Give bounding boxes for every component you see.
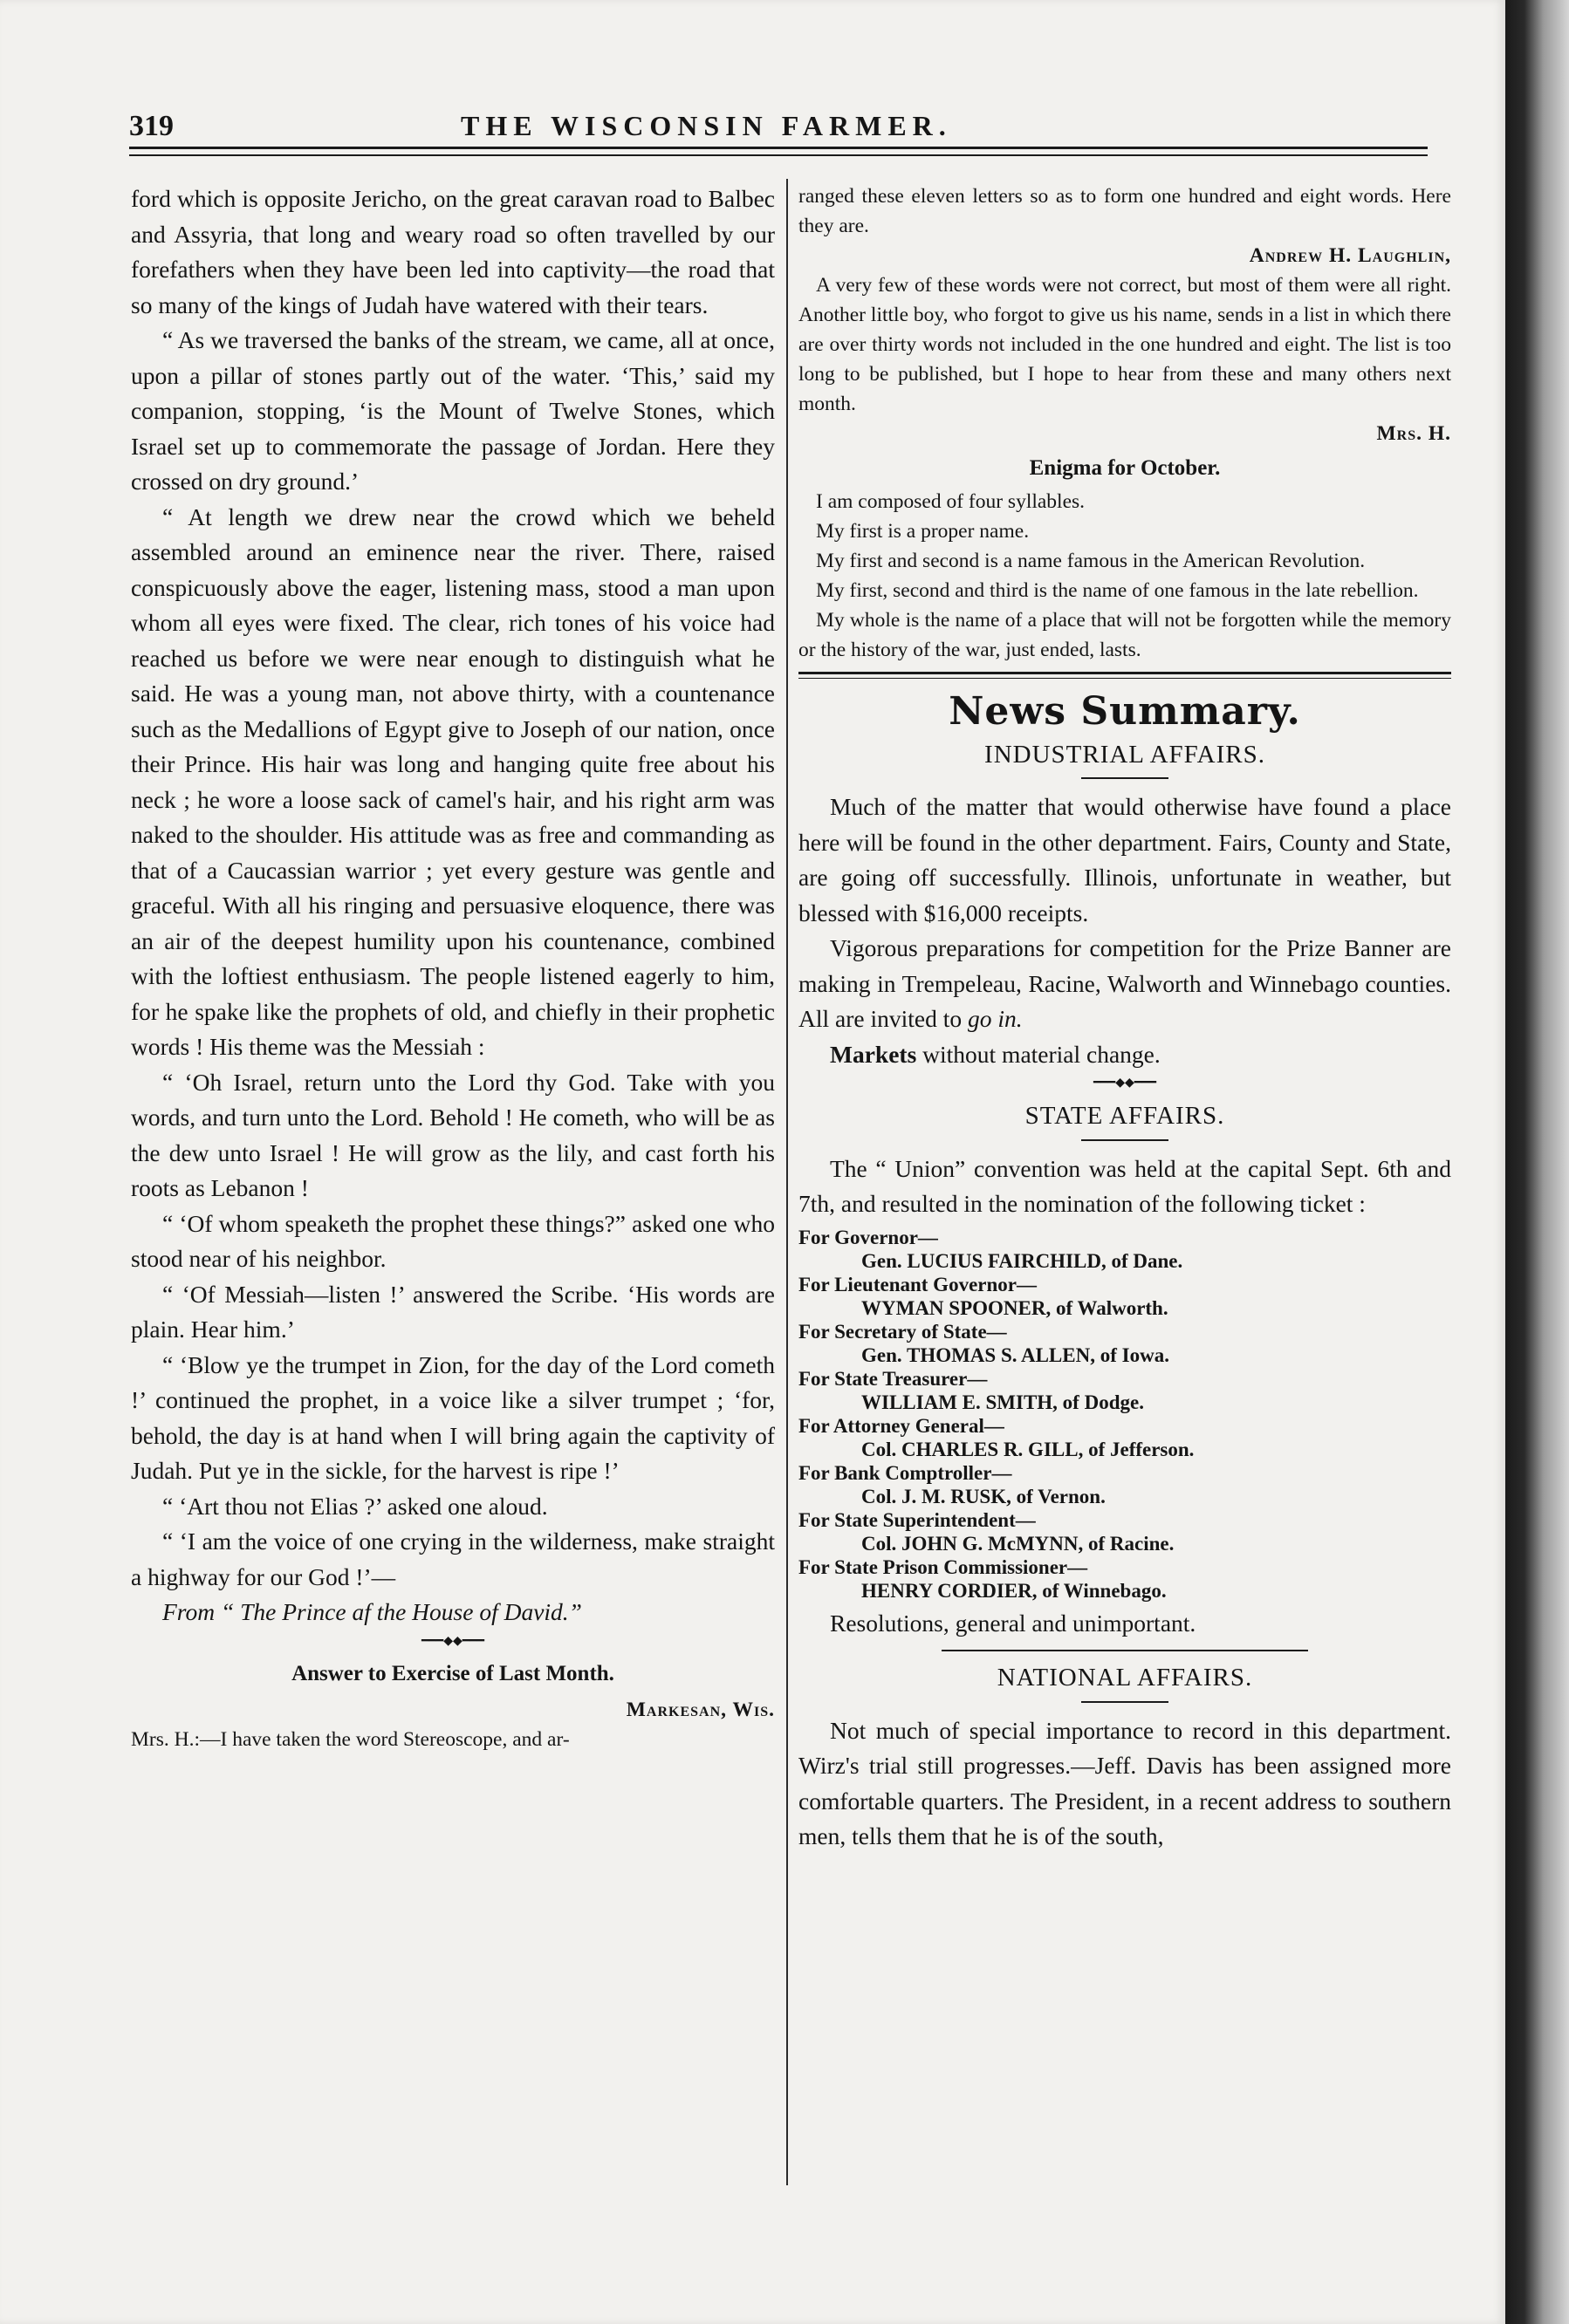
page-edge-shadow xyxy=(1505,0,1569,2324)
article-paragraph: “ ‘Oh Israel, return unto the Lord thy God. Take with you words, and turn unto the Lord. Behold ! He cometh, who will be as the dew unto Israel ! He will grow as the lily, and cast forth his roots as Lebanon ! xyxy=(131,1068,775,1201)
article-paragraph: “ ‘Of Messiah—listen !’ answered the Scribe. ‘His words are plain. Hear him.’ xyxy=(131,1280,775,1343)
ticket-nominee: Col. J. M. RUSK, of Vernon. xyxy=(861,1485,1106,1507)
answer-text: Mrs. H.:—I have taken the word Stereoscope, and ar- xyxy=(131,1728,570,1751)
markets-text: without material change. xyxy=(922,1040,1161,1068)
section-ornament: ━━━◆◆━━━ xyxy=(421,1634,485,1648)
article-paragraph: “ ‘Blow ye the trumpet in Zion, for the day of the Lord cometh !’ continued the prophet, in a voice like a silver trumpet ; ‘for, behold, the day is at hand when I will bring again the captivity of Judah. Put ye in the sickle, for the harvest is ripe !’ xyxy=(131,1350,775,1484)
heading-rule xyxy=(1081,1139,1168,1141)
ticket-nominee: Gen. THOMAS S. ALLEN, of Iowa. xyxy=(861,1343,1169,1366)
answer-place: Markesan, Wis. xyxy=(626,1699,775,1721)
heading-rule xyxy=(1081,777,1168,779)
page-number: 319 xyxy=(129,110,174,142)
column-divider xyxy=(786,179,788,2185)
markets-line xyxy=(798,1037,1451,1073)
ticket-office: For State Superintendent— xyxy=(798,1508,1036,1531)
news-summary-title: News Summary. xyxy=(949,689,1301,734)
heading-rule xyxy=(1081,1701,1168,1703)
article-paragraph: ford which is opposite Jericho, on the great caravan road to Balbec and Assyria, that long and weary road so often travelled by our forefathers when they have been led into captivity—the road that so many of the kings of Judah have watered with their tears. xyxy=(131,185,775,318)
answer-continued: ranged these eleven letters so as to form one hundred and eight words. Here they are. xyxy=(798,185,1451,237)
go-in-text: go in. xyxy=(967,1005,1023,1032)
industrial-paragraph xyxy=(798,931,1451,1037)
industrial-paragraph-text: Vigorous preparations for competition for the Prize Banner are making in Trempeleau, Racine, Walworth and Winnebago counties. All are invited to xyxy=(798,934,1451,1032)
ticket-office: For Lieutenant Governor— xyxy=(798,1273,1037,1295)
ticket-nominee: HENRY CORDIER, of Winnebago. xyxy=(861,1579,1167,1602)
editor-note: A very few of these words were not correct, but most of them were all right. Another little boy, who forgot to give us his name, sends in a list in which there are over thirty words not included in the one hundred and eight. The list is too long to be published, but I hope to hear from these and many others next month. xyxy=(798,274,1451,415)
industrial-heading: INDUSTRIAL AFFAIRS. xyxy=(984,740,1265,769)
article-citation xyxy=(131,1595,775,1630)
ticket-office: For Bank Comptroller— xyxy=(798,1461,1012,1484)
article-paragraph: “ ‘Of whom speaketh the prophet these things?” asked one who stood near of his neighbor. xyxy=(131,1209,775,1272)
enigma-line: My first and second is a name famous in the American Revolution. xyxy=(816,550,1366,572)
section-rule xyxy=(942,1650,1308,1651)
note-signature: Mrs. H. xyxy=(1376,422,1451,445)
enigma-line: My first, second and third is the name of one famous in the late rebellion. xyxy=(816,579,1419,602)
citation-prefix: From xyxy=(162,1598,216,1625)
article-paragraph: “ ‘I am the voice of one crying in the wilderness, make straight a highway for our God !’— xyxy=(131,1528,775,1590)
ticket-office: For Attorney General— xyxy=(798,1414,1004,1437)
national-heading: NATIONAL AFFAIRS. xyxy=(997,1664,1253,1692)
ticket-office: For State Prison Commissioner— xyxy=(798,1555,1088,1578)
state-heading: STATE AFFAIRS. xyxy=(1024,1102,1225,1130)
ticket-nominee: WYMAN SPOONER, of Walworth. xyxy=(861,1296,1168,1319)
article-paragraph: “ At length we drew near the crowd which we beheld assembled around an eminence near the river. There, raised conspicuously above the eager, listening mass, stood a man upon whom all eyes were fixed. The clear, rich tones of his voice had reached us before we were near enough to distinguish what he said. He was a young man, not above thirty, with a countenance such as the Medallions of Egypt give to Joseph of our nation, once their Prince. His hair was long and hanging quite free about his neck ; he wore a loose sack of camel's hair, and his right arm was naked to the shoulder. His attitude was as free and commanding as that of a Caucassian warrior ; yet every gesture was gentle and graceful. With all his ringing and persuasive eloquence, there was an air of the deepest humility upon his countenance, combined with the loftiest enthusiasm. The people listened eagerly to him, for he spake like the prophets of old, and chiefly in their prophetic words ! His theme was the Messiah : xyxy=(131,502,775,1060)
section-double-rule xyxy=(798,672,1451,679)
header-rule-top xyxy=(129,147,1428,149)
enigma-line: I am composed of four syllables. xyxy=(816,490,1086,513)
right-column xyxy=(798,181,1451,1855)
ticket-nominee: Gen. LUCIUS FAIRCHILD, of Dane. xyxy=(861,1249,1183,1272)
markets-label: Markets xyxy=(830,1040,917,1068)
ticket-office: For State Treasurer— xyxy=(798,1367,988,1390)
enigma-line: My first is a proper name. xyxy=(816,520,1030,543)
article-paragraph: “ As we traversed the banks of the stream, we came, all at once, upon a pillar of stones partly out of the water. ‘This,’ said my companion, stopping, ‘is the Mount of Twelve Stones, which Israel set up to commemorate the passage of Jordan. Here they crossed on dry ground.’ xyxy=(131,326,775,495)
masthead-title: THE WISCONSIN FARMER. xyxy=(461,110,952,141)
ticket-office: For Secretary of State— xyxy=(798,1320,1007,1343)
resolutions-line: Resolutions, general and unimportant. xyxy=(830,1609,1196,1637)
state-intro: The “ Union” convention was held at the capital Sept. 6th and 7th, and resulted in the nomination of the following ticket : xyxy=(798,1154,1451,1217)
answer-signature: Andrew H. Laughlin, xyxy=(1249,244,1451,267)
ticket-nominee: WILLIAM E. SMITH, of Dodge. xyxy=(861,1391,1144,1413)
enigma-line: My whole is the name of a place that will not be forgotten while the memory or the history of the war, just ended, lasts. xyxy=(798,609,1451,661)
citation-title: “ The Prince af the House of David.” xyxy=(220,1598,582,1625)
ticket-list xyxy=(798,1226,1451,1603)
enigma-heading: Enigma for October. xyxy=(1029,456,1221,480)
industrial-paragraph: Much of the matter that would otherwise have found a place here will be found in the other department. Fairs, County and State, are going off successfully. Illinois, unfortunate in weather, but blessed with $16,000 receipts. xyxy=(798,793,1451,926)
article-paragraph: “ ‘Art thou not Elias ?’ asked one aloud. xyxy=(162,1492,548,1520)
left-column xyxy=(131,181,775,1754)
header-rule-bottom xyxy=(129,154,1428,156)
answer-heading: Answer to Exercise of Last Month. xyxy=(291,1661,614,1685)
ticket-office: For Governor— xyxy=(798,1226,938,1248)
section-ornament: ━━━◆◆━━━ xyxy=(1093,1077,1157,1090)
national-paragraph: Not much of special importance to record in this department. Wirz's trial still progresses.—Jeff. Davis has been assigned more comfortable quarters. The President, in a recent address to southern men, tells them that he is of the south, xyxy=(798,1716,1451,1849)
ticket-nominee: Col. CHARLES R. GILL, of Jefferson. xyxy=(861,1438,1195,1460)
ticket-nominee: Col. JOHN G. McMYNN, of Racine. xyxy=(861,1532,1175,1555)
